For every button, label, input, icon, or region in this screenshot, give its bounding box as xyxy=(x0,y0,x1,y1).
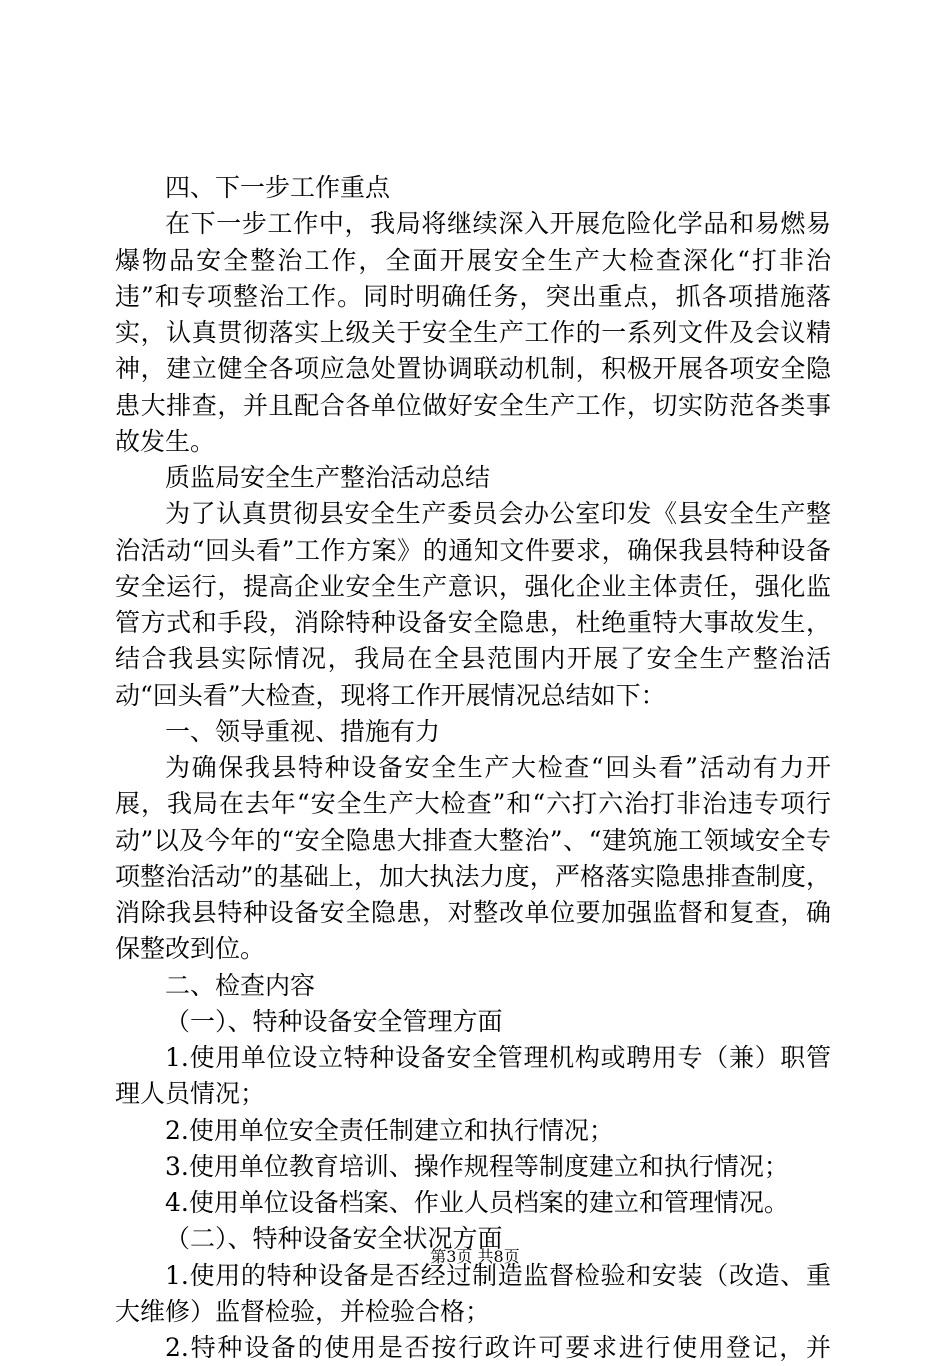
page-footer: 第3页 共8页 xyxy=(430,1247,520,1266)
section-heading-next-steps: 四、下一步工作重点 xyxy=(165,173,391,202)
list-item: 3.使用单位教育培训、操作规程等制度建立和执行情况； xyxy=(165,1151,789,1181)
list-item: 1.使用单位设立特种设备安全管理机构或聘用专（兼）职管理人员情况； xyxy=(115,1043,831,1109)
paragraph-leadership: 为确保我县特种设备安全生产大检查“回头看”活动有力开展，我局在去年“安全生产大检查”和“六打六治打非治违专项行动”以及今年的“安全隐患大排查大整治”、“建筑施工领域安全专项整治活动”的基础上，加大执法力度，严格落实隐患排查制度，消除我县特种设备安全隐患，对整改单位要加强监督和复查，确保整改到位。 xyxy=(115,753,831,964)
list-item: 2.使用单位安全责任制建立和执行情况； xyxy=(165,1115,614,1145)
subsection-heading-management: （一）、特种设备安全管理方面 xyxy=(165,1006,503,1036)
section-heading-leadership: 一、领导重视、措施有力 xyxy=(165,716,441,746)
paragraph-intro: 为了认真贯彻县安全生产委员会办公室印发《县安全生产整治活动“回头看”工作方案》的通知文件要求，确保我县特种设备安全运行，提高企业安全生产意识，强化企业主体责任，强化监管方式和手段，消除特种设备安全隐患，杜绝重特大事故发生，结合我县实际情况，我局在全县范围内开展了安全生产整治活动“回头看”大检查，现将工作开展情况总结如下： xyxy=(115,499,831,710)
list-item: 4.使用单位设备档案、作业人员档案的建立和管理情况。 xyxy=(165,1188,789,1217)
paragraph-next-steps: 在下一步工作中，我局将继续深入开展危险化学品和易燃易爆物品安全整治工作，全面开展安全生产大检查深化“打非治违”和专项整治工作。同时明确任务，突出重点，抓各项措施落实，认真贯彻落实上级关于安全生产工作的一系列文件及会议精神，建立健全各项应急处置协调联动机制，积极开展各项安全隐患大排查，并且配合各单位做好安全生产工作，切实防范各类事故发生。 xyxy=(115,209,831,456)
list-item: 1.使用的特种设备是否经过制造监督检验和安装（改造、重大维修）监督检验，并检验合格； xyxy=(115,1260,831,1326)
document-title: 质监局安全生产整治活动总结 xyxy=(165,463,491,492)
list-item: 2.特种设备的使用是否按行政许可要求进行使用登记，并 xyxy=(165,1333,831,1362)
document-body xyxy=(115,170,831,1366)
subsection-heading-status: （二）、特种设备安全状况方面 xyxy=(165,1224,503,1254)
section-heading-inspection: 二、检查内容 xyxy=(165,970,316,1000)
